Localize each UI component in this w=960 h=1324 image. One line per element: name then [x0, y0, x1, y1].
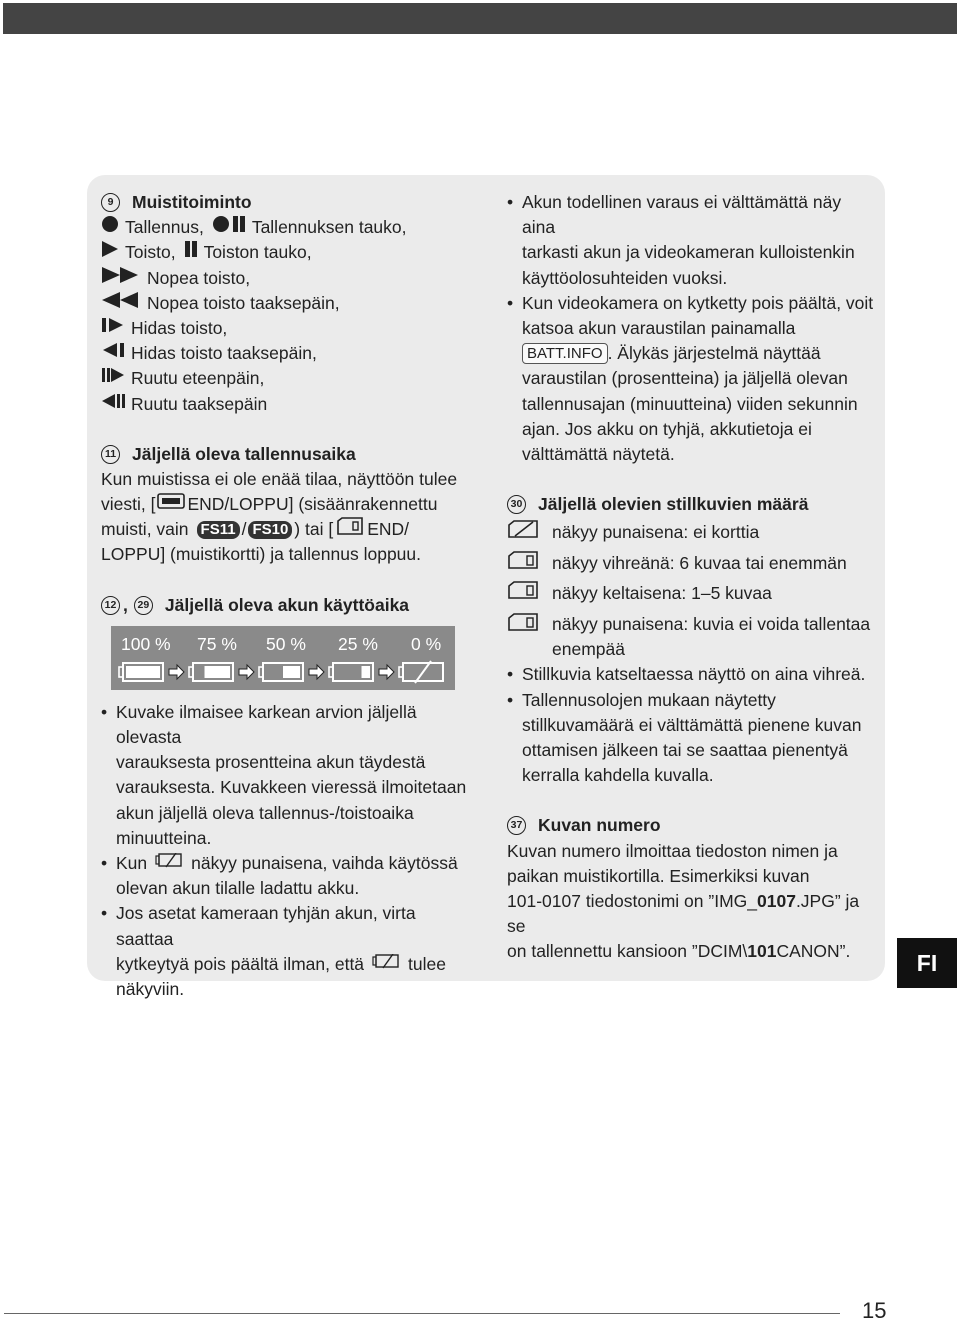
memory-card-icon — [337, 517, 363, 542]
bullet-item: • Kun näkyy punaisena, vaihda käytössä olevan akun tilalle ladattu akku. — [101, 853, 458, 899]
section-number: 12 — [101, 596, 120, 615]
bullet-item: • Jos asetat kameraan tyhjän akun, virta saattaa kytkeytyä pois päältä ilman, että tulee näkyviin. — [101, 903, 446, 1000]
section-number: 29 — [134, 596, 153, 615]
built-in-memory-icon — [157, 492, 185, 517]
empty-battery-icon — [155, 851, 183, 876]
paragraph-line: on tallennettu kansioon ”DCIM\101CANON”. — [507, 941, 851, 962]
record-pause-icon — [212, 215, 246, 240]
slow-play-label: Hidas toisto, — [131, 317, 228, 338]
battery-icons — [111, 660, 455, 684]
bullet-item: • Kun videokamera on kytketty pois päältä, voit katsoa akun varaustilan painamalla BATT.INFO . Älykäs järjestelmä näyttää varaustilan (prosentteina) ja jäljellä olevan tallennusajan (minuutteina) viiden sekunnin ajan. Jos akku on tyhjä, akkutietoja ei välttämättä näytetä. — [507, 292, 874, 465]
play-label: Toisto, — [125, 242, 176, 263]
battery-pct-label: 100 % — [121, 633, 171, 654]
left-column — [101, 190, 473, 1002]
bullet-item: • Tallennusolojen mukaan näytetty stillkuvamäärä ei välttämättä pienene kuvan ottamisen jälkeen tai se saattaa pienentyä kerralla kahdella kuvalla. — [507, 689, 862, 786]
play-icon — [101, 240, 119, 265]
section-title: Jäljellä olevien stillkuvien määrä — [538, 494, 809, 515]
right-column — [507, 190, 879, 965]
arrow-right-icon — [169, 665, 184, 679]
memory-card-icon — [507, 612, 552, 639]
section-number: 9 — [101, 193, 120, 212]
paragraph-line: 101-0107 tiedostonimi on ”IMG_0107.JPG” ja se — [507, 890, 860, 937]
battery-level-icon — [399, 661, 443, 683]
battery-level-icon — [189, 663, 233, 681]
slow-reverse-icon — [101, 341, 125, 366]
section-number: 11 — [101, 445, 120, 464]
section-title: Muistitoiminto — [132, 192, 252, 212]
fs10-badge: FS10 — [248, 521, 292, 539]
top-header-bar — [3, 3, 957, 34]
arrow-right-icon — [379, 665, 394, 679]
section-number: 37 — [507, 816, 526, 835]
memory-row-1 — [101, 215, 473, 240]
frame-forward-label: Ruutu eteenpäin, — [131, 368, 265, 389]
batt-info-button: BATT.INFO — [522, 343, 608, 364]
section-11-heading — [101, 442, 473, 467]
arrow-right-icon — [239, 665, 254, 679]
record-pause-label: Tallennuksen tauko, — [251, 217, 407, 238]
pause-label: Toiston tauko, — [203, 242, 312, 263]
battery-level-icon — [259, 663, 303, 681]
card-status-row: näkyy punaisena: kuvia ei voida tallentaa enempää — [507, 609, 879, 662]
section-30-heading — [507, 492, 879, 517]
paragraph-line: viesti, [ END/LOPPU] (sisäänrakennettu — [101, 492, 473, 517]
battery-level-icon — [119, 663, 163, 681]
section-37-heading — [507, 813, 879, 838]
paragraph-line: paikan muistikortilla. Esimerkiksi kuvan — [507, 865, 810, 886]
memory-row-3 — [101, 266, 473, 291]
card-status-row: näkyy keltaisena: 1–5 kuvaa — [507, 578, 879, 609]
paragraph-line: Kuvan numero ilmoittaa tiedoston nimen ja — [507, 840, 838, 861]
frame-forward-icon — [101, 366, 125, 391]
fast-rewind-icon — [101, 291, 139, 316]
section-title: Jäljellä oleva tallennusaika — [132, 443, 356, 464]
section-title: Jäljellä oleva akun käyttöaika — [164, 594, 410, 615]
battery-level-icon — [329, 663, 373, 681]
card-status-row: näkyy vihreänä: 6 kuvaa tai enemmän — [507, 548, 879, 579]
fs11-badge: FS11 — [197, 521, 240, 539]
memory-card-icon — [507, 550, 552, 577]
battery-pct-label: 0 % — [411, 633, 442, 654]
record-label: Tallennus, — [125, 217, 204, 238]
memory-row-2 — [101, 240, 473, 265]
section-number: 30 — [507, 495, 526, 514]
no-card-icon — [507, 519, 552, 546]
empty-battery-icon — [372, 952, 400, 977]
memory-row-4 — [101, 291, 473, 316]
footer-divider — [4, 1313, 840, 1314]
arrow-right-icon — [309, 665, 324, 679]
section-title: Kuvan numero — [538, 815, 661, 836]
paragraph-line: Kun muistissa ei ole enää tilaa, näyttöön tulee — [101, 468, 458, 489]
battery-level-diagram — [111, 626, 455, 690]
page-number: 15 — [862, 1298, 887, 1323]
paragraph-line: LOPPU] (muistikortti) ja tallennus loppuu. — [101, 544, 421, 565]
battery-percentages — [111, 632, 455, 654]
record-icon — [101, 215, 119, 240]
paragraph-line: muisti, vain FS11 / FS10 ) tai [ END/ — [101, 517, 473, 542]
bullet-item: • Kuvake ilmaisee karkean arvion jäljellä olevasta varauksesta prosentteina akun täydestä varauksesta. Kuvakkeen vieressä ilmoitetaan akun jäljellä oleva tallennus-/toistoaika minuutteina. — [101, 701, 467, 848]
slow-reverse-label: Hidas toisto taaksepäin, — [131, 343, 317, 364]
fast-forward-icon — [101, 266, 139, 291]
section-9-heading — [101, 190, 473, 215]
memory-row-6 — [101, 341, 473, 366]
memory-card-icon — [507, 580, 552, 607]
slow-play-icon — [101, 316, 125, 341]
frame-back-label: Ruutu taaksepäin — [131, 393, 268, 414]
battery-pct-label: 50 % — [266, 633, 306, 654]
frame-back-icon — [101, 392, 125, 417]
pause-icon — [184, 240, 198, 265]
battery-pct-label: 75 % — [197, 633, 237, 654]
fast-rewind-label: Nopea toisto taaksepäin, — [147, 292, 340, 313]
section-12-heading: 12 , 29 Jäljellä oleva akun käyttöaika — [101, 593, 473, 618]
fast-forward-label: Nopea toisto, — [147, 267, 251, 288]
memory-row-5 — [101, 316, 473, 341]
bullet-item: • Stillkuvia katseltaessa näyttö on aina vihreä. — [507, 664, 866, 685]
memory-row-8 — [101, 392, 473, 417]
battery-pct-label: 25 % — [338, 633, 378, 654]
language-tab: FI — [897, 938, 957, 988]
card-status-row: näkyy punaisena: ei korttia — [507, 517, 879, 548]
bullet-item: • Akun todellinen varaus ei välttämättä näy aina tarkasti akun ja videokameran kulloistenkin käyttöolosuhteiden vuoksi. — [507, 192, 855, 288]
memory-row-7 — [101, 366, 473, 391]
